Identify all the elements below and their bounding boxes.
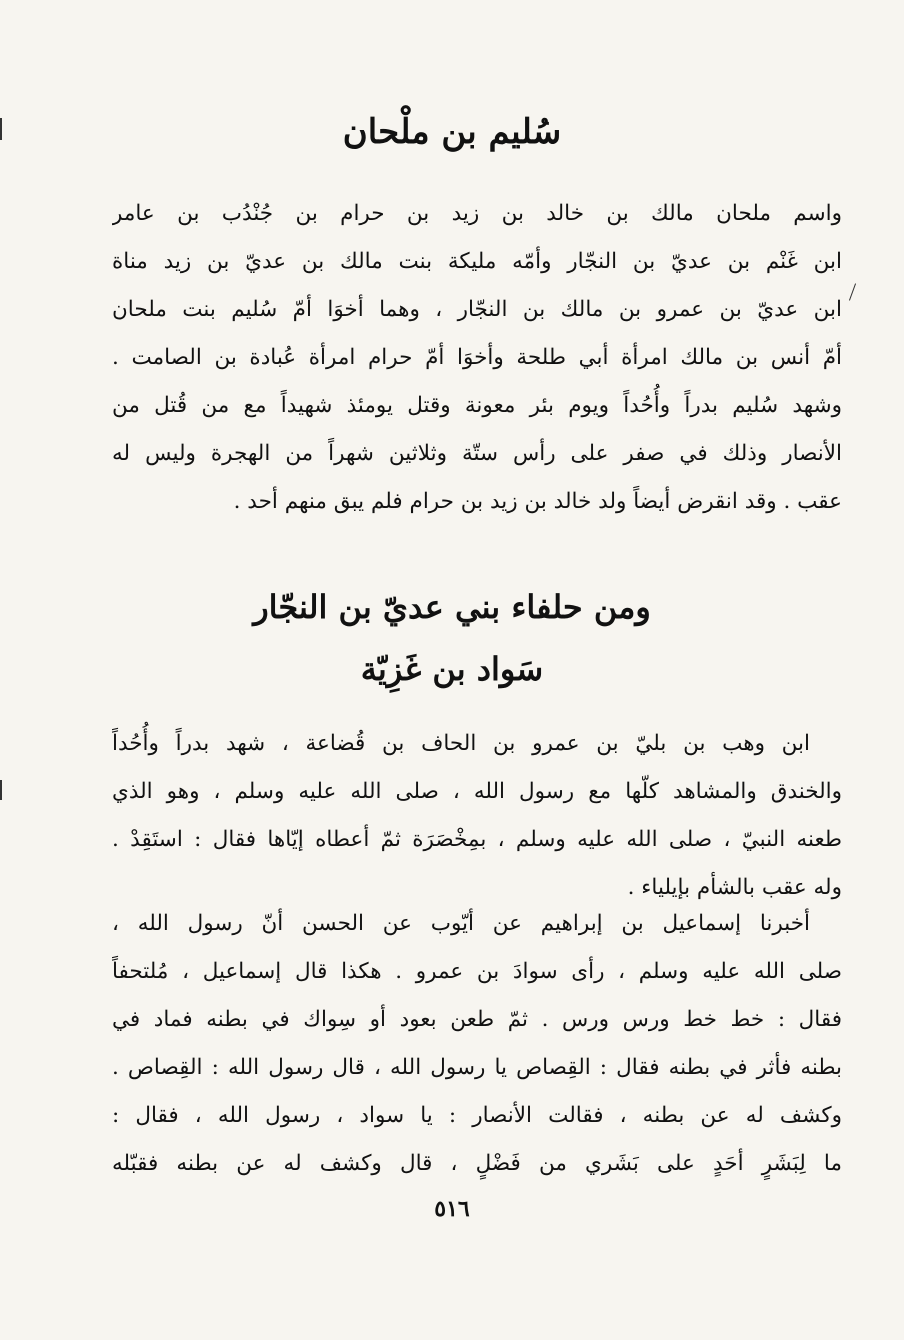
text-line: ابن غَنْم بن عديّ بن النجّار وأمّه مليكة بنت مالك بن عديّ بن زيد مناة <box>112 249 842 274</box>
text-line: أمّ أنس بن مالك امرأة أبي طلحة وأخوَا أمّ حرام امرأة عُبادة بن الصامت . <box>112 345 842 370</box>
text-line: طعنه النبيّ ، صلى الله عليه وسلم ، بمِخْصَرَة ثمّ أعطاه إيّاها فقال : استَقِدْ . <box>112 827 842 852</box>
paragraph-narration <box>112 900 842 1188</box>
text-line: والخندق والمشاهد كلّها مع رسول الله ، صلى الله عليه وسلم ، وهو الذي <box>112 779 842 804</box>
chapter-subtitle: ومن حلفاء بني عديّ بن النجّار <box>253 588 651 626</box>
section-title: سَواد بن غَزِيّة <box>360 650 544 688</box>
section-title: سُليم بن ملْحان <box>342 112 562 152</box>
text-line: ابن وهب بن بليّ بن عمرو بن الحاف بن قُضاعة ، شهد بدراً وأُحُداً <box>112 731 810 756</box>
scan-edge-mark <box>0 118 2 140</box>
text-line: أخبرنا إسماعيل بن إبراهيم عن أيّوب عن الحسن أنّ رسول الله ، <box>112 911 810 936</box>
text-line: عقب . وقد انقرض أيضاً ولد خالد بن زيد بن حرام فلم يبق منهم أحد . <box>233 489 842 514</box>
text-line: بطنه فأثر في بطنه فقال : القِصاص يا رسول الله ، قال رسول الله : القِصاص . <box>112 1055 842 1080</box>
text-line: ابن عديّ بن عمرو بن مالك بن النجّار ، وهما أخوَا أمّ سُليم بنت ملحان <box>112 297 842 322</box>
scan-edge-mark <box>0 780 2 800</box>
text-line: صلى الله عليه وسلم ، رأى سوادَ بن عمرو . هكذا قال إسماعيل ، مُلتحفاً <box>112 959 842 984</box>
page-number: ٥١٦ <box>434 1196 470 1222</box>
paragraph-biography-sawad <box>112 720 842 912</box>
text-line: واسم ملحان مالك بن خالد بن زيد بن حرام بن جُنْدُب بن عامر <box>112 201 842 226</box>
text-line: وله عقب بالشأم بإيلياء . <box>627 875 842 900</box>
paragraph-biography-sulaym <box>112 190 842 526</box>
text-line: وشهد سُليم بدراً وأُحُداً ويوم بئر معونة وقتل يومئذ شهيداً مع من قُتل من <box>112 393 842 418</box>
text-line: الأنصار وذلك في صفر على رأس ستّة وثلاثين شهراً من الهجرة وليس له <box>112 441 842 466</box>
text-line: فقال : خط خط ورس ورس . ثمّ طعن بعود أو سِواك في بطنه فماد في <box>112 1007 842 1032</box>
text-line: ما لِبَشَرٍ أحَدٍ على بَشَري من فَضْلٍ ، قال وكشف له عن بطنه فقبّله <box>112 1151 842 1176</box>
scan-stray-mark <box>849 283 856 300</box>
text-line: وكشف له عن بطنه ، فقالت الأنصار : يا سواد ، رسول الله ، فقال : <box>112 1103 842 1128</box>
